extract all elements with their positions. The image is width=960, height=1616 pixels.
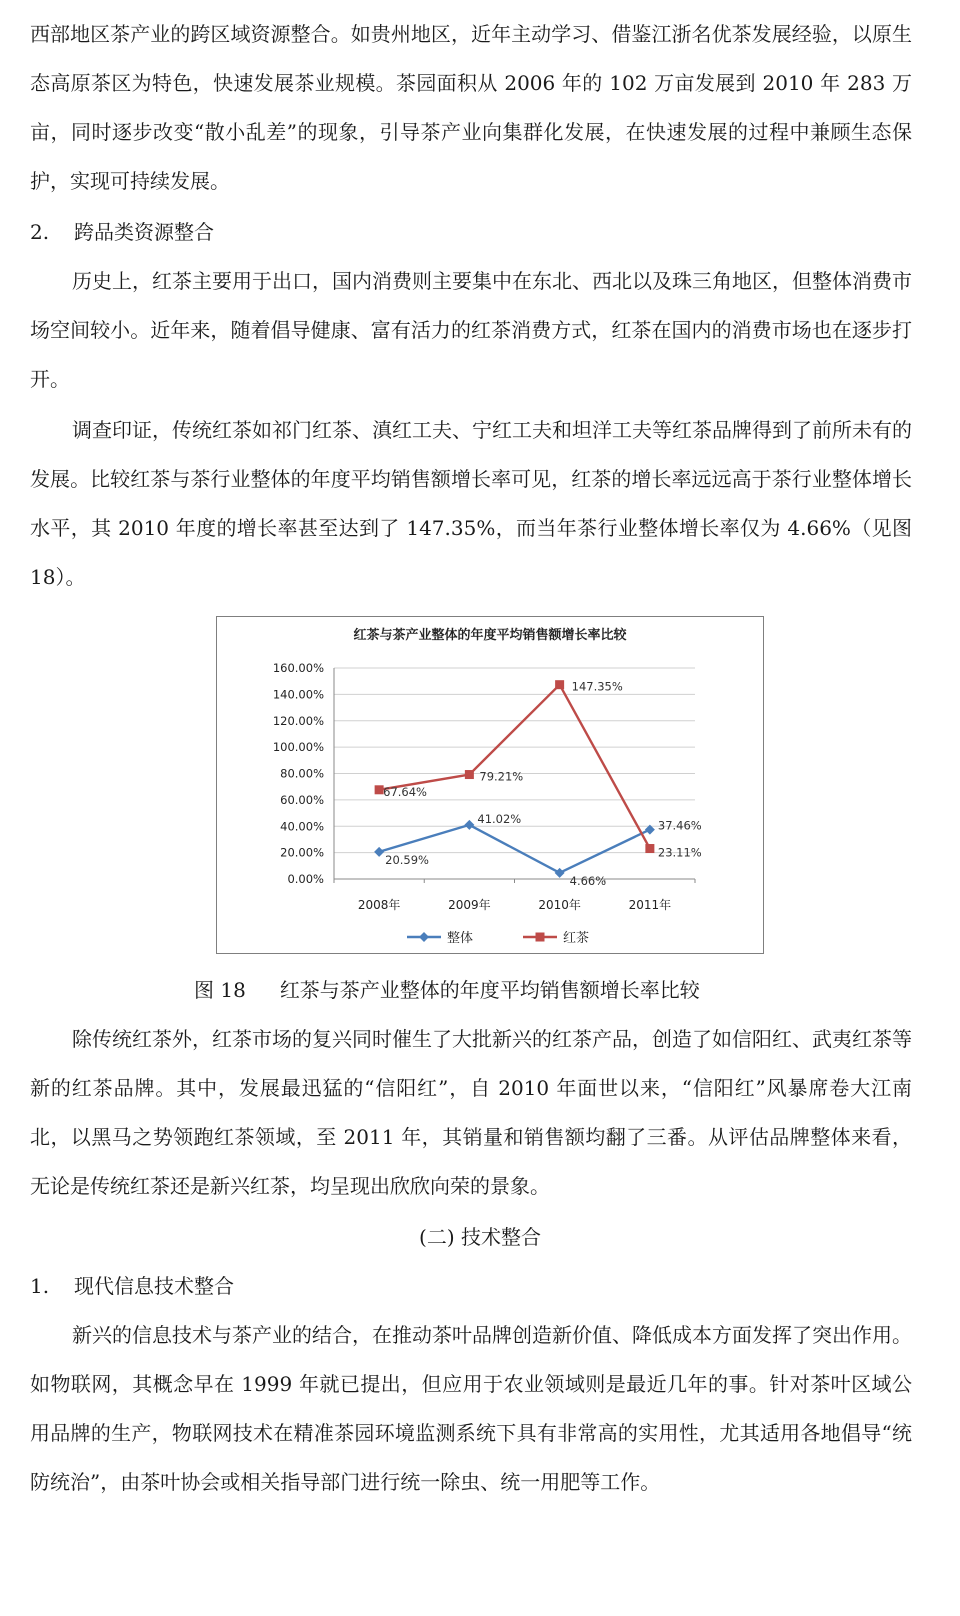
figure-caption <box>194 966 700 1015</box>
data-point-marker <box>555 868 565 878</box>
data-point-marker <box>555 680 564 689</box>
data-label: 23.11% <box>657 845 702 860</box>
legend-label: 整体 <box>447 931 474 946</box>
data-label: 147.35% <box>571 679 623 694</box>
data-point-marker <box>465 770 474 779</box>
x-tick-label: 2009年 <box>448 898 491 912</box>
paragraph-iot: 新兴的信息技术与茶产业的结合，在推动茶叶品牌创造新价值、降低成本方面发挥了突出作用。如物联网，其概念早在 1999 年就已提出，但应用于农业领域则是最近几年的事。针对茶叶区域公用品牌的生产，物联网技术在精准茶园环境监测系统下具有非常高的实用性，尤其适用各地倡导“统防统治”，由茶叶协会或相关指导部门进行统一除虫、统一用肥等工作。 <box>30 1323 912 1494</box>
data-label: 4.66% <box>569 873 607 888</box>
x-tick-label: 2011年 <box>628 898 672 912</box>
x-tick-label: 2008年 <box>357 898 401 912</box>
growth-rate-chart <box>216 616 764 954</box>
heading-number: 2. <box>30 220 50 244</box>
heading-text: 现代信息技术整合 <box>74 1274 234 1298</box>
y-tick-label: 160.00% <box>272 661 324 675</box>
legend-marker <box>419 932 429 942</box>
y-tick-label: 100.00% <box>272 740 324 755</box>
heading-text: 跨品类资源整合 <box>74 220 214 244</box>
heading-cross-category <box>30 208 214 257</box>
figure-caption-text: 红茶与茶产业整体的年度平均销售额增长率比较 <box>279 978 700 1002</box>
data-point-marker <box>374 847 384 857</box>
y-tick-label: 40.00% <box>280 819 324 834</box>
paragraph-survey: 调查印证，传统红茶如祁门红茶、滇红工夫、宁红工夫和坦洋工夫等红茶品牌得到了前所未有的发展。比较红茶与茶行业整体的年度平均销售额增长率可见，红茶的增长率远远高于茶行业整体增长水平，其 2010 年度的增长率甚至达到了 147.35%，而当年茶行业整体增长率仅为 4.66%（见图 18）。 <box>30 418 912 589</box>
heading-info-tech <box>30 1262 234 1311</box>
figure-number: 图 18 <box>194 978 246 1002</box>
legend-marker <box>536 933 545 942</box>
paragraph-xinyang-red: 除传统红茶外，红茶市场的复兴同时催生了大批新兴的红茶产品，创造了如信阳红、武夷红茶等新的红茶品牌。其中，发展最迅猛的“信阳红”，自 2010 年面世以来，“信阳红”风暴席卷大江南北，以黑马之势领跑红茶领域，至 2011 年，其销量和销售额均翻了三番。从评估品牌整体来看，无论是传统红茶还是新兴红茶，均呈现出欣欣向荣的景象。 <box>30 1027 912 1198</box>
legend-label: 红茶 <box>563 931 590 946</box>
data-point-marker <box>464 820 474 830</box>
heading-number: 1. <box>30 1274 50 1298</box>
y-tick-label: 60.00% <box>280 792 324 807</box>
paragraph-history: 历史上，红茶主要用于出口，国内消费则主要集中在东北、西北以及珠三角地区，但整体消费市场空间较小。近年来，随着倡导健康、富有活力的红茶消费方式，红茶在国内的消费市场也在逐步打开。 <box>30 269 912 391</box>
data-label: 67.64% <box>383 784 427 799</box>
data-label: 37.46% <box>657 818 702 833</box>
paragraph-west-region: 西部地区茶产业的跨区域资源整合。如贵州地区，近年主动学习、借鉴江浙名优茶发展经验，以原生态高原茶区为特色，快速发展茶业规模。茶园面积从 2006 年的 102 万亩发展到 2010 年 283 万亩，同时逐步改变“散小乱差”的现象，引导茶产业向集群化发展，在快速发展的过程中兼顾生态保护，实现可持续发展。 <box>30 22 912 193</box>
y-tick-label: 0.00% <box>287 872 324 886</box>
section-title: (二) 技术整合 <box>419 1225 541 1249</box>
data-label: 79.21% <box>479 769 524 784</box>
y-tick-label: 80.00% <box>280 766 324 781</box>
data-point-marker <box>645 844 654 853</box>
chart-title: 红茶与茶产业整体的年度平均销售额增长率比较 <box>353 628 627 643</box>
y-tick-label: 20.00% <box>280 845 324 860</box>
x-tick-label: 2010年 <box>538 898 581 912</box>
y-tick-label: 120.00% <box>272 713 324 728</box>
y-tick-label: 140.00% <box>272 687 324 702</box>
data-label: 20.59% <box>385 852 429 867</box>
chart-canvas <box>217 617 763 953</box>
data-label: 41.02% <box>477 811 522 826</box>
